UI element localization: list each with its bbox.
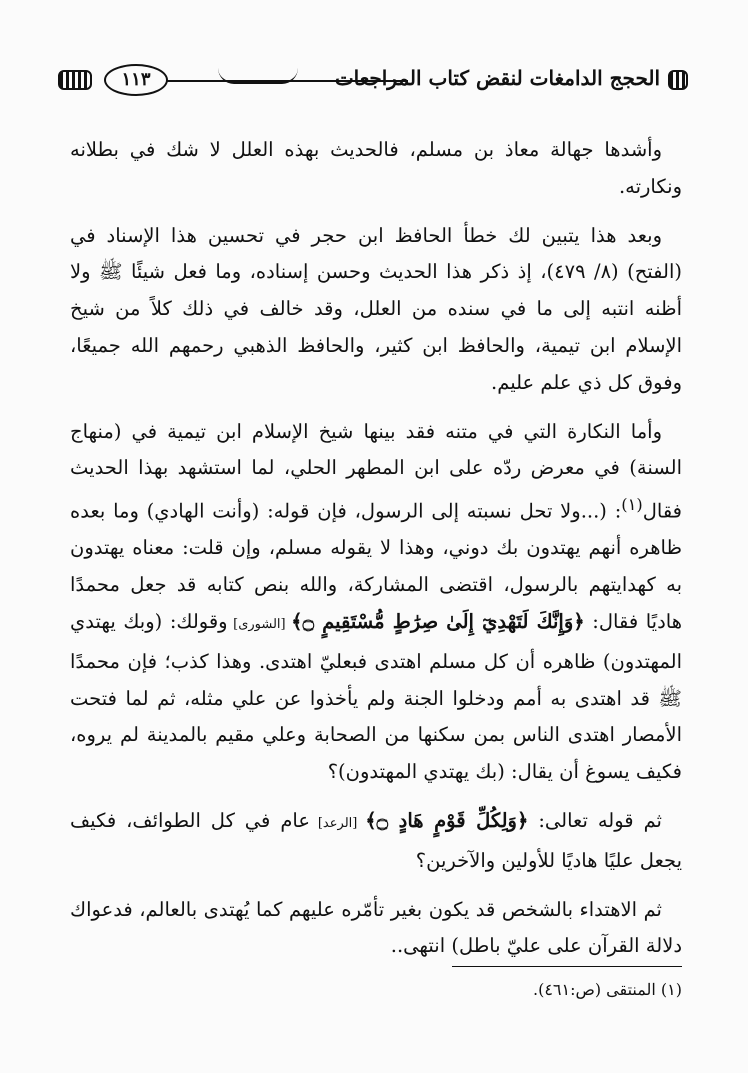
footnote-divider (452, 966, 682, 967)
surah-reference: [الشورى] (227, 617, 292, 633)
page-header (58, 62, 688, 100)
paragraph (70, 892, 682, 966)
paragraph-text: ثم الاهتداء بالشخص قد يكون بغير تأمّره عليهم كما يُهتدى بالعالم، فدعواك دلالة القرآن على عليّ باطل) انتهى.. (70, 897, 682, 958)
book-title: الحجج الدامغات لنقض كتاب المراجعات (334, 66, 660, 90)
quran-verse: ﴿وَلِكُلِّ قَوْمٍ هَادٍ ۝﴾ (365, 809, 529, 833)
paragraph-text: وأما النكارة التي في متنه فقد بينها شيخ الإسلام ابن تيمية في (منهاج السنة) في معرض ردّه على ابن المطهر الحلي، لما استشهد بهذا الحديث فقال (70, 419, 682, 523)
paragraph (70, 803, 682, 880)
paragraph (70, 132, 682, 206)
surah-reference: [الرعد] (309, 816, 366, 832)
quran-verse: ﴿وَإِنَّكَ لَتَهْدِيٓ إِلَىٰ صِرَٰطٍ مُّسْتَقِيمٍ ۝﴾ (291, 610, 585, 634)
header-ornament-right (668, 70, 688, 90)
paragraph-text: ثم قوله تعالى: (528, 809, 662, 833)
paragraph-text: وبعد هذا يتبين لك خطأ الحافظ ابن حجر في تحسين هذا الإسناد في (الفتح) (٨/ ٤٧٩)، إذ ذكر هذا الحديث وحسن إسناده، وما فعل شيئًا ﷺ ولا أظنه انتبه إلى ما في سنده من العلل، وقد خالف في ذلك كلاً من شيخ الإسلام ابن تيمية، والحافظ ابن كثير، والحافظ الذهبي رحمهم الله جميعًا، وفوق كل ذي علم عليم. (70, 223, 682, 394)
footnote-marker: (١) (621, 495, 643, 515)
paragraph-text: وأشدها جهالة معاذ بن مسلم، فالحديث بهذه العلل لا شك في بطلانه ونكارته. (70, 138, 682, 198)
page-number: ١١٣ (104, 64, 168, 96)
paragraph (70, 414, 682, 791)
header-ornament-left (58, 70, 92, 90)
footnote: (١) المنتقى (ص:٤٦١). (533, 980, 682, 999)
page-body (70, 132, 682, 977)
paragraph (70, 218, 682, 402)
header-ornament-curl (218, 68, 298, 84)
paragraph-text: : (...ولا تحل نسبته إلى الرسول، فإن قوله: (وأنت الهادي) وما بعده ظاهره أنهم يهتدون بك دوني، وهذا لا يقوله مسلم، وإن قلت: معناه يهتدون به كهدايتهم بالرسول، اقتضى المشاركة، والله بنص كتابه قد جعل محمدًا هاديًا فقال: (70, 499, 683, 634)
paragraph-text: عام في كل الطوائف، فكيف يجعل عليًا هاديًا للأولين والآخرين؟ (70, 809, 682, 872)
paragraph-text: وقولك: (وبك يهتدي المهتدون) ظاهره أن كل مسلم اهتدى فبعليّ اهتدى. وهذا كذب؛ فإن محمدًا ﷺ قد اهتدى به أمم ودخلوا الجنة ولم يأخذوا عن علي مثله، ثم لما فتحت الأمصار اهتدى الناس بمن سكنها من الصحابة وعلي مقيم بالمدينة لم يروه، فكيف يسوغ أن يقال: (بك يهتدي المهتدون)؟ (70, 610, 682, 784)
